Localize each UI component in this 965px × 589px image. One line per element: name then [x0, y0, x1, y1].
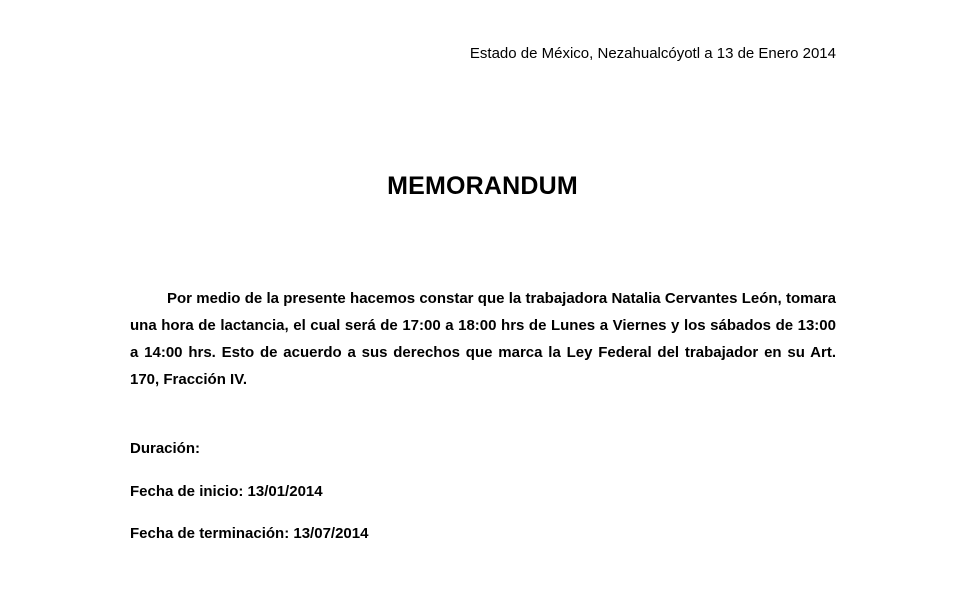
start-date-line: Fecha de inicio: 13/01/2014 [130, 483, 323, 500]
memo-body-paragraph: Por medio de la presente hacemos constar que la trabajadora Natalia Cervantes León, tomara una hora de lactancia, el cual será de 17:00 a 18:00 hrs de Lunes a Viernes y los sábados de 13:00 a 14:00 hrs. Esto de acuerdo a sus derechos que marca la Ley Federal del trabajador en su Art. 170, Fracción IV. [130, 290, 836, 388]
end-date-line: Fecha de terminación: 13/07/2014 [130, 525, 369, 542]
duration-label: Duración: [130, 440, 201, 457]
date-line: Estado de México, Nezahualcóyotl a 13 de Enero 2014 [469, 45, 836, 62]
memo-title: MEMORANDUM [387, 172, 578, 200]
